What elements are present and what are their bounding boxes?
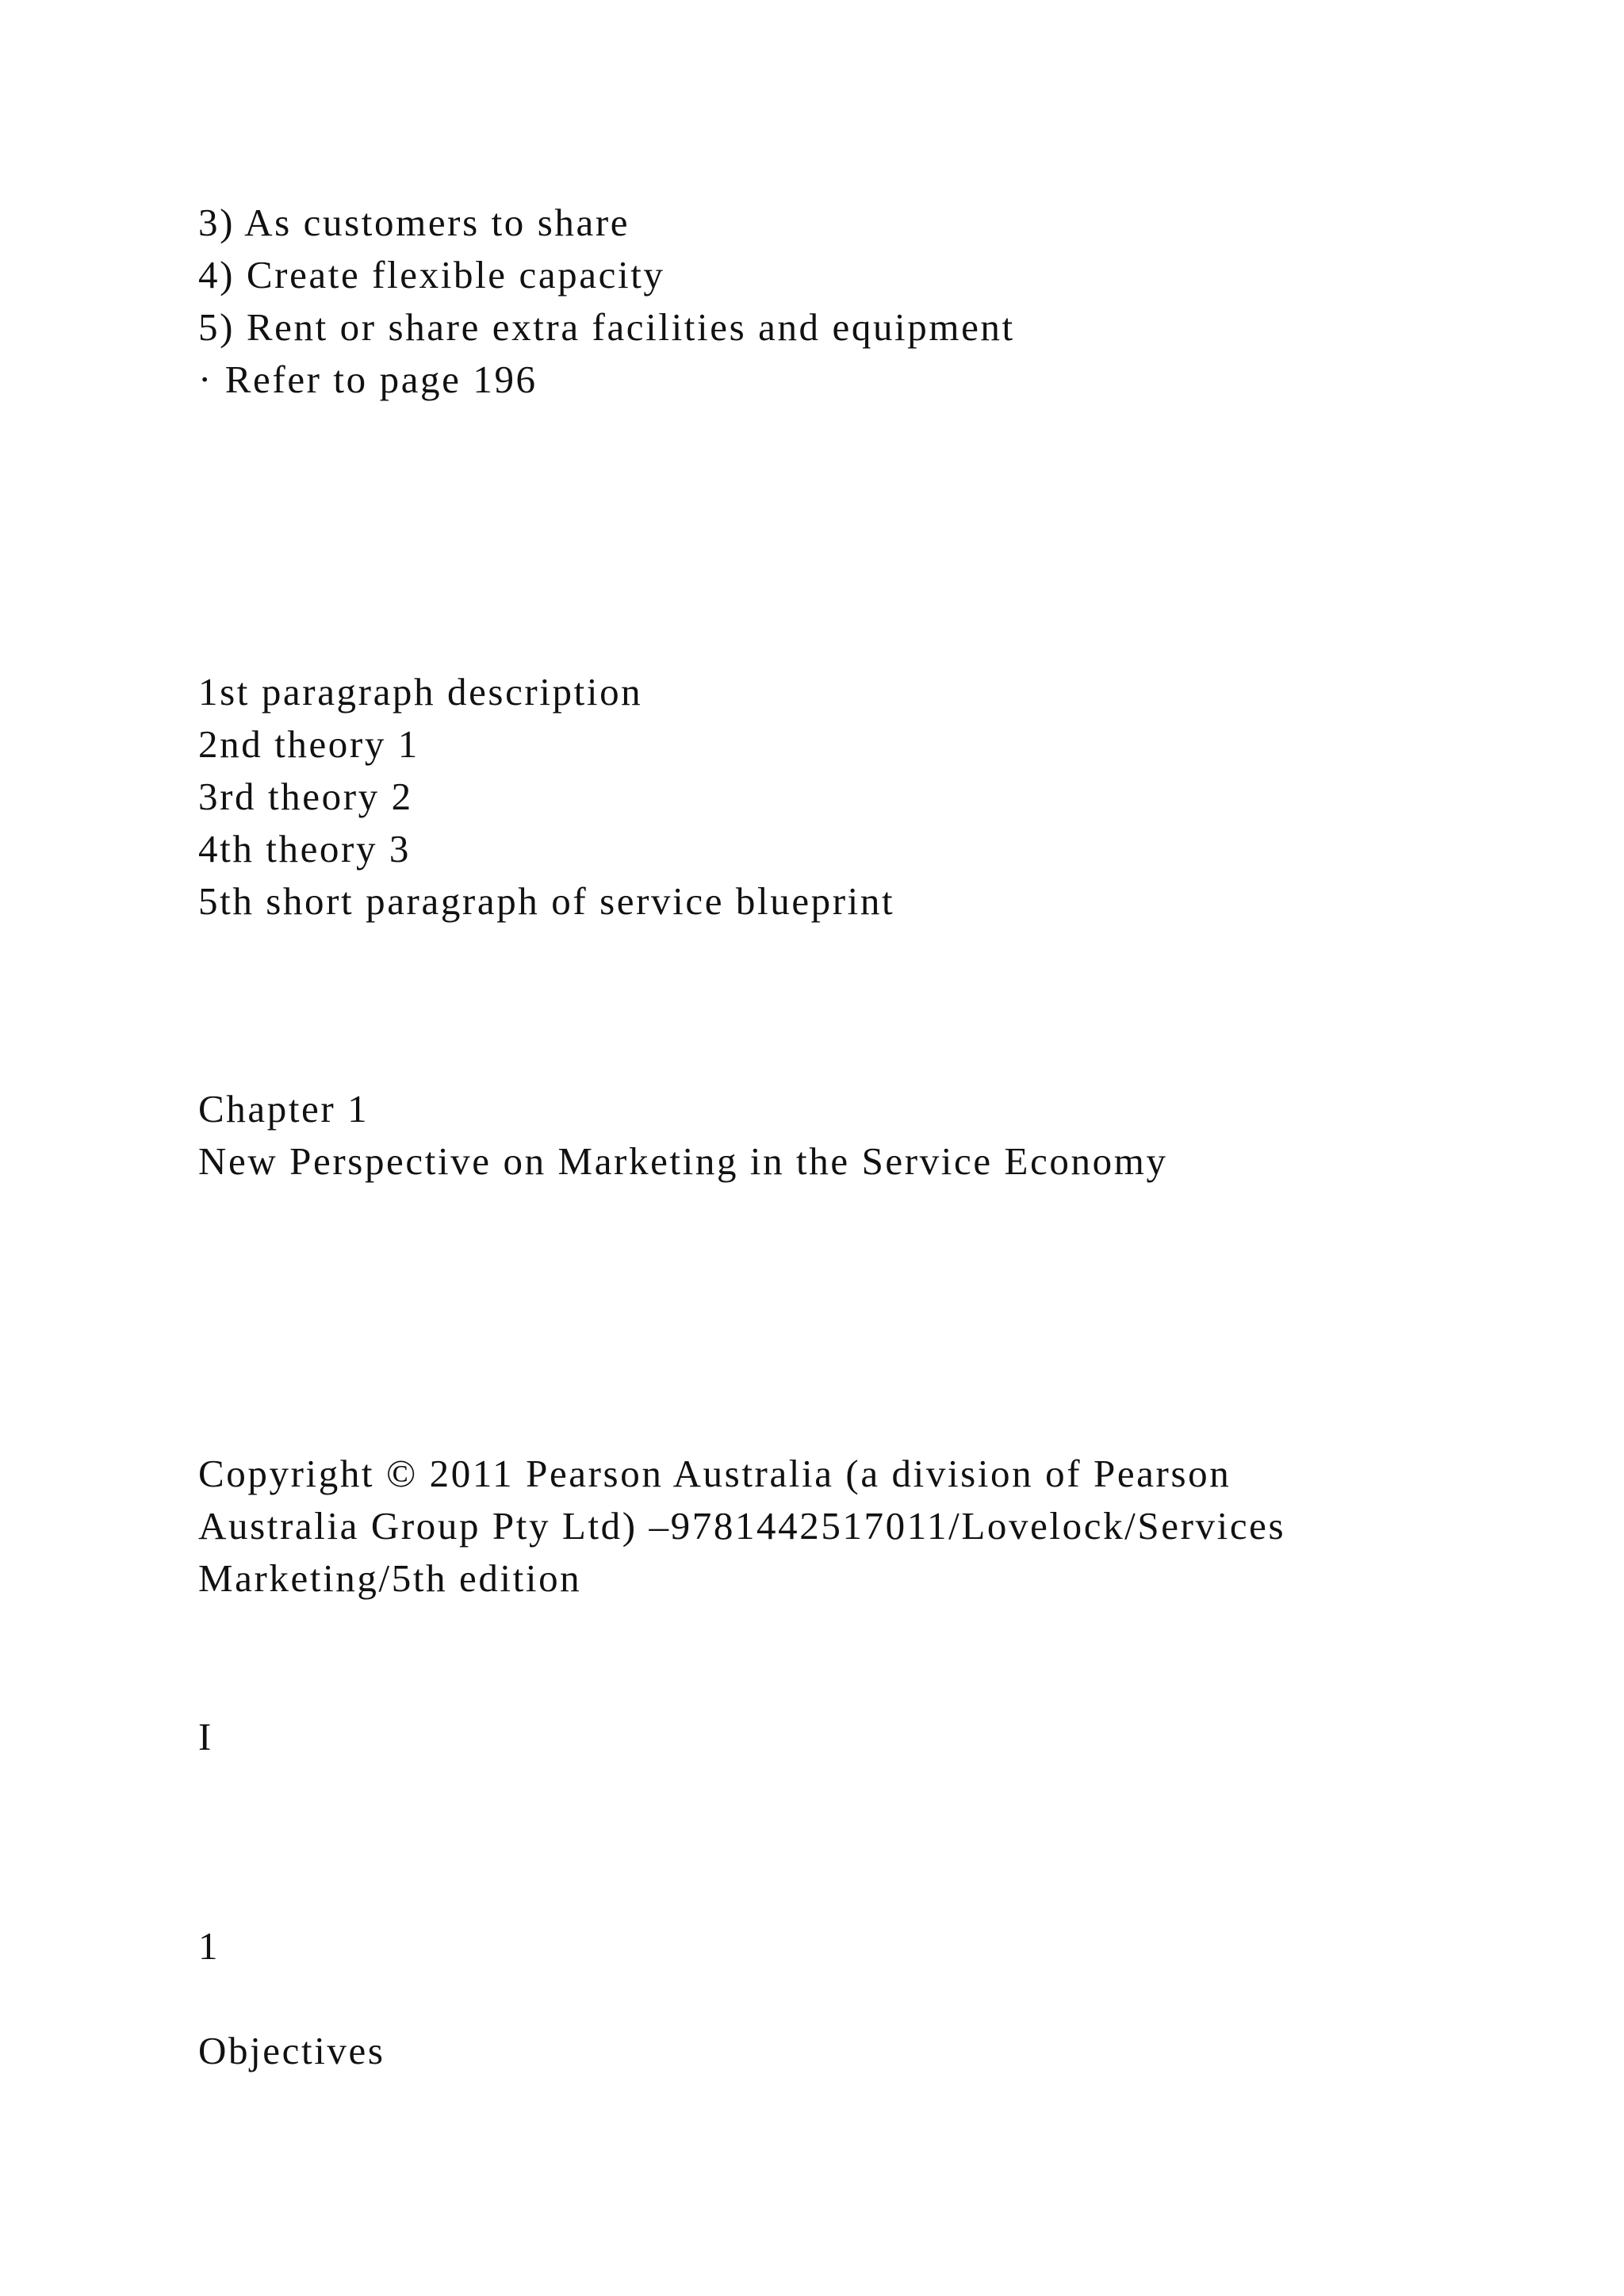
outline-line-4: 4th theory 3	[198, 827, 411, 871]
copyright-line-1: Copyright © 2011 Pearson Australia (a division of Pearson	[198, 1452, 1231, 1495]
outline-line-1: 1st paragraph description	[198, 670, 643, 714]
copyright-line-3: Marketing/5th edition	[198, 1556, 582, 1600]
outline-line-3: 3rd theory 2	[198, 775, 413, 818]
chapter-title: New Perspective on Marketing in the Service Economy	[198, 1139, 1168, 1183]
list-item-5: 5) Rent or share extra facilities and equipment	[198, 305, 1015, 349]
outline-line-5: 5th short paragraph of service blueprint	[198, 879, 895, 923]
slide-number: 1	[198, 1924, 220, 1968]
list-item-4: 4) Create flexible capacity	[198, 253, 665, 297]
slide-marker: I	[198, 1715, 213, 1758]
list-item-3: 3) As customers to share	[198, 201, 630, 244]
objectives-heading: Objectives	[198, 2029, 385, 2072]
outline-line-2: 2nd theory 1	[198, 722, 419, 766]
copyright-line-2: Australia Group Pty Ltd) –9781442517011/Lovelock/Services	[198, 1504, 1286, 1548]
page-reference: · Refer to page 196	[198, 358, 538, 401]
chapter-label: Chapter 1	[198, 1087, 370, 1131]
